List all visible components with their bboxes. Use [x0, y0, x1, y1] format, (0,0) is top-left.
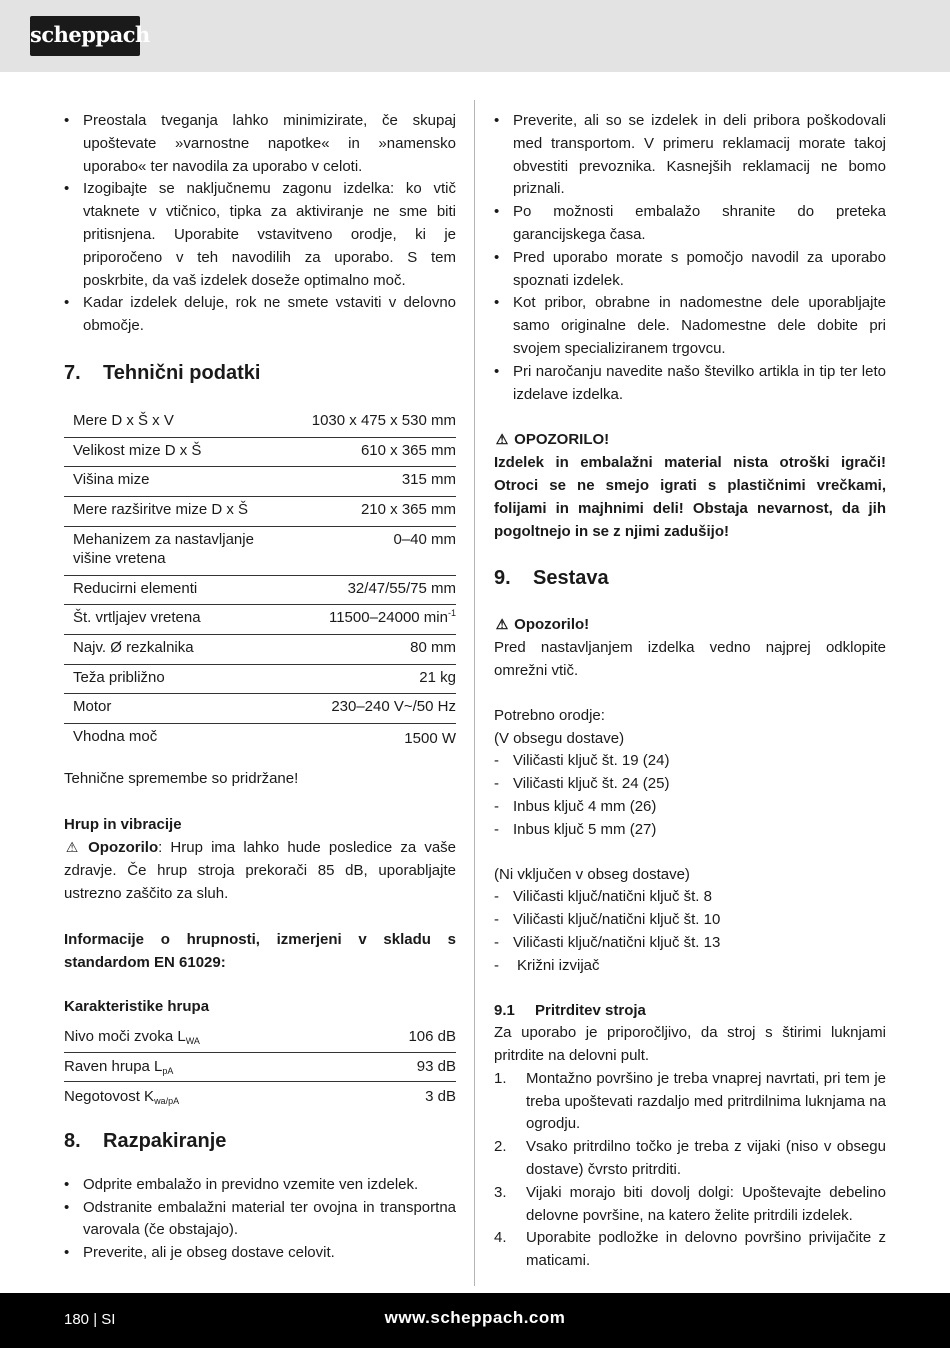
noise-label-subscript: wa/pA	[154, 1095, 180, 1106]
section-number: 7.	[64, 361, 81, 384]
spec-label: Reducirni elementi	[73, 579, 198, 597]
warning-title	[494, 428, 886, 452]
section-title: Razpakiranje	[103, 1129, 227, 1152]
noise-heading: Hrup in vibracije	[64, 815, 182, 833]
warning-triangle-icon: ⚠	[495, 431, 509, 448]
list-item: • Odstranite embalažni material ter ovojna in transportna varovala (če obstajajo).	[64, 1197, 456, 1243]
tools-included-list	[494, 750, 886, 841]
check-bullet-list	[494, 110, 886, 406]
list-item	[494, 1068, 886, 1136]
list-item: - Viličasti ključ/natični ključ št. 13	[494, 932, 886, 955]
warning-text: Izdelek in embalažni material nista otroški igrači! Otroci se ne smejo igrati s plastičnimi vrečkami, folijami in majhnimi deli! Obstaja nevarnost, da jih pogoltnejo in se z njimi zadušijo!	[494, 454, 886, 540]
page-number: 180 | SI	[64, 1311, 116, 1328]
table-row	[64, 635, 456, 665]
mount-intro: Za uporabo je priporočljivo, da stroj s štirimi luknjami pritrdite na delovni pult.	[494, 1024, 886, 1065]
section-title: Sestava	[533, 567, 609, 590]
right-column	[494, 110, 886, 1273]
list-item: • Preostala tveganja lahko minimizirate, če skupaj upoštevate »varnostne napotke« in »namensko uporabo« ter navodila za uporabo v celoti.	[64, 110, 456, 178]
table-row	[64, 694, 456, 724]
section-number: 8.	[64, 1129, 81, 1152]
warning-triangle-icon: ⚠	[65, 839, 79, 856]
list-item: - Inbus ključ 4 mm (26)	[494, 796, 886, 819]
noise-value: 3 dB	[425, 1087, 456, 1105]
noise-label-subscript: pA	[162, 1065, 174, 1076]
section-number: 9.	[494, 567, 511, 590]
table-row	[64, 527, 456, 576]
list-item: - Križni izvijač	[494, 955, 886, 978]
table-row	[64, 467, 456, 497]
spec-label: Št. vrtljajev vretena	[73, 609, 201, 627]
spec-label: Mere D x Š x V	[73, 411, 174, 429]
noise-label-text: Negotovost K	[64, 1087, 155, 1105]
list-item: • Preverite, ali je obseg dostave celovit.	[64, 1242, 456, 1265]
list-item: • Odprite embalažo in previdno vzemite ven izdelek.	[64, 1174, 456, 1197]
subsection-number: 9.1	[494, 1001, 515, 1019]
list-item: • Izogibajte se naključnemu zagonu izdelka: ko vtič vtaknete v vtičnico, tipka za aktiviranje ne sme biti pritisnjena. Uporabite vstavitveno orodje, ki je priporočeno v teh navodilih za uporabo. S tem poskrbite, da vaš izdelek doseže optimalno moč.	[64, 178, 456, 292]
list-item: - Inbus ključ 5 mm (27)	[494, 819, 886, 842]
spec-label: Mehanizem za nastavljanje višine vretena	[73, 530, 254, 567]
unpack-bullet-list	[64, 1174, 456, 1265]
spec-value-superscript: -1	[447, 608, 456, 619]
table-row	[64, 1023, 456, 1053]
warning2-title-text: Opozorilo!	[514, 616, 590, 634]
spec-value: 32/47/55/75 mm	[347, 579, 456, 597]
noise-warning-label: Opozorilo	[88, 839, 159, 857]
subsection-9-1-heading	[494, 1000, 886, 1023]
spec-label: Višina mize	[73, 471, 150, 489]
warning-title-text: OPOZORILO!	[514, 431, 610, 449]
noise-info-heading: Informacije o hrupnosti, izmerjeni v skladu s standardom EN 61029:	[64, 930, 456, 971]
section-8-heading	[64, 1128, 456, 1154]
list-item: - Viličasti ključ/natični ključ št. 8	[494, 886, 886, 909]
list-item: • Pri naročanju navedite našo številko artikla in tip ter leto izdelave izdelka.	[494, 361, 886, 407]
warning2-text: Pred nastavljanjem izdelka vedno najprej odklopite omrežni vtič.	[494, 639, 886, 679]
spec-value: 610 x 365 mm	[360, 441, 456, 459]
section-9-heading	[494, 565, 886, 591]
noise-warning	[64, 836, 456, 905]
list-item	[494, 1227, 886, 1273]
noise-label-text: Nivo moči zvoka L	[64, 1028, 186, 1046]
tools-included-heading: (V obsegu dostave)	[494, 729, 625, 747]
step-text: Vsako pritrdilno točko je treba z vijaki (niso v obsegu dostave) čvrsto pritrditi.	[526, 1138, 886, 1179]
list-item: - Viličasti ključ št. 24 (25)	[494, 773, 886, 796]
spec-value: 21 kg	[419, 668, 456, 686]
spec-value: 0–40 mm	[393, 530, 456, 548]
intro-bullet-list	[64, 110, 456, 338]
list-item	[494, 1136, 886, 1182]
brand-logo: scheppach	[30, 16, 140, 56]
step-text: Montažno površino je treba vnaprej navrtati, pri tem je treba upoštevati razdaljo med pritrdilnima luknjama na ogrodju.	[526, 1069, 886, 1133]
spec-value: 230–240 V~/50 Hz	[331, 698, 456, 716]
list-item	[494, 1182, 886, 1228]
list-item: • Po možnosti embalažo shranite do preteka garancijskega časa.	[494, 201, 886, 247]
warning2-title	[494, 613, 886, 637]
section-7-heading	[64, 360, 456, 386]
spec-value: 80 mm	[410, 639, 456, 657]
tools-excluded-list	[494, 886, 886, 977]
spec-value: 1030 x 475 x 530 mm	[311, 411, 456, 429]
noise-warning-text: : Hrup ima lahko hude posledice za vaše zdravje. Če hrup stroja prekorači 85 dB, uporabljajte ustrezno zaščito za sluh.	[64, 839, 457, 903]
section-title: Tehnični podatki	[103, 361, 261, 384]
header-bar	[0, 0, 950, 72]
list-item: - Viličasti ključ št. 19 (24)	[494, 750, 886, 773]
column-divider	[474, 100, 475, 1286]
spec-label: Teža približno	[73, 668, 165, 686]
spec-label: Najv. Ø rezkalnika	[73, 639, 194, 657]
list-item: - Viličasti ključ/natični ključ št. 10	[494, 909, 886, 932]
step-number: 1.	[494, 1069, 507, 1087]
mount-steps-list	[494, 1068, 886, 1273]
table-row	[64, 724, 456, 754]
noise-label	[64, 1056, 173, 1079]
tech-spec-table	[64, 408, 456, 754]
spec-value: 315 mm	[401, 471, 456, 489]
spec-value-text: 11500–24000 min	[328, 609, 448, 627]
table-row	[64, 605, 456, 635]
table-row	[64, 1082, 456, 1112]
list-item: • Kot pribor, obrabne in nadomestne dele uporabljajte samo originalne dele. Nadomestne dele dobite pri svojem specializiranem trgovcu.	[494, 292, 886, 360]
subsection-title: Pritrditev stroja	[535, 1001, 646, 1019]
table-row	[64, 665, 456, 695]
tools-excluded-heading: (Ni vključen v obseg dostave)	[494, 865, 690, 883]
tools-heading: Potrebno orodje:	[494, 706, 605, 724]
noise-value: 106 dB	[408, 1028, 456, 1046]
list-item: • Kadar izdelek deluje, rok ne smete vstaviti v delovno območje.	[64, 292, 456, 338]
step-text: Uporabite podložke in delovno površino privijačite z maticami.	[526, 1229, 886, 1270]
left-column	[64, 110, 456, 1265]
footer-bar	[0, 1293, 950, 1348]
noise-label-text: Raven hrupa L	[64, 1057, 163, 1075]
spec-value: 1500 W	[404, 730, 456, 748]
noise-label	[64, 1026, 200, 1049]
tech-changes-note: Tehnične spremembe so pridržane!	[64, 769, 299, 787]
noise-value: 93 dB	[416, 1057, 456, 1075]
table-row	[64, 1053, 456, 1083]
spec-label: Velikost mize D x Š	[73, 441, 202, 459]
noise-characteristics-heading: Karakteristike hrupa	[64, 998, 210, 1016]
spec-label: Vhodna moč	[73, 728, 158, 746]
table-row	[64, 438, 456, 468]
step-number: 2.	[494, 1138, 507, 1156]
website-url[interactable]: www.scheppach.com	[384, 1308, 566, 1327]
step-number: 4.	[494, 1229, 507, 1247]
noise-label	[64, 1086, 179, 1109]
warning-triangle-icon: ⚠	[495, 616, 509, 633]
list-item: • Preverite, ali so se izdelek in deli pribora poškodovali med transportom. V primeru reklamacij morate takoj obvestiti prevoznika. Kasnejših reklamacij ne bomo priznali.	[494, 110, 886, 201]
step-number: 3.	[494, 1183, 507, 1201]
table-row	[64, 497, 456, 527]
spec-value	[329, 605, 456, 627]
table-row	[64, 576, 456, 606]
step-text: Vijaki morajo biti dovolj dolgi: Upoštevajte debelino delovne površine, na katero želite pritrdili izdelek.	[526, 1183, 886, 1224]
noise-label-subscript: WA	[185, 1036, 200, 1047]
table-row	[64, 408, 456, 438]
spec-value: 210 x 365 mm	[360, 501, 456, 519]
list-item: • Pred uporabo morate s pomočjo navodil za uporabo spoznati izdelek.	[494, 247, 886, 293]
spec-label: Mere razširitve mize D x Š	[73, 501, 249, 519]
noise-table	[64, 1023, 456, 1112]
spec-label: Motor	[73, 698, 112, 716]
